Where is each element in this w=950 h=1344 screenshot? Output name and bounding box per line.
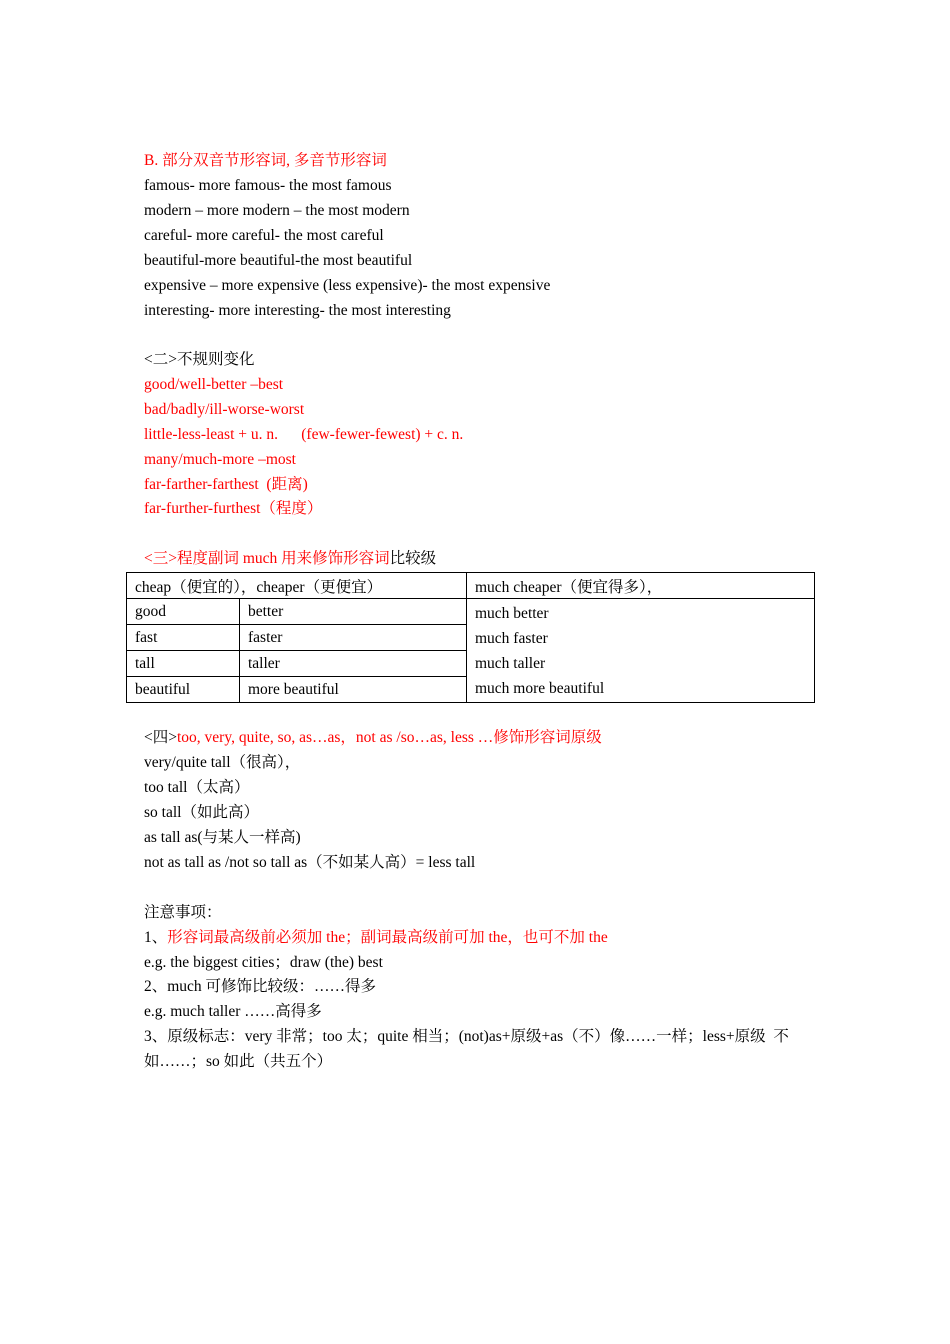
table-cell-base: beautiful: [127, 677, 240, 703]
much-form: much taller: [475, 654, 546, 672]
table-header-left: cheap（便宜的），cheaper（更便宜）: [127, 573, 467, 599]
positive-heading-red: too, very, quite, so, as…as，not as /so…as, less …修饰形容词原级: [176, 729, 602, 746]
note-1-number: 1、: [144, 929, 168, 946]
table-header-row: [127, 573, 815, 599]
much-heading-black: 比较级: [389, 550, 437, 567]
table-cell-base: tall: [127, 651, 240, 677]
text-line: beautiful-more beautiful-the most beautiful: [144, 252, 413, 269]
notes-heading: 注意事项：: [144, 904, 222, 921]
text-line: modern – more modern – the most modern: [144, 202, 410, 219]
table-cell-comparative: taller: [240, 651, 467, 677]
note-1-example: e.g. the biggest cities；draw (the) best: [144, 954, 383, 971]
much-section-heading: [144, 549, 436, 569]
text-line: as tall as(与某人一样高): [144, 829, 301, 846]
table-header-right: much cheaper（便宜得多），: [467, 573, 815, 599]
irregular-line: far-farther-farthest (距离): [144, 476, 308, 493]
note-1: [144, 928, 608, 948]
table-cell-comparative: faster: [240, 625, 467, 651]
irregular-line: bad/badly/ill-worse-worst: [144, 401, 305, 418]
table-row: [127, 599, 815, 625]
irregular-line: many/much-more –most: [144, 451, 296, 468]
comparison-table: [126, 572, 815, 703]
much-form: much more beautiful: [475, 679, 605, 697]
irregular-heading: <二>不规则变化: [144, 351, 255, 368]
table-cell-base: fast: [127, 625, 240, 651]
note-1-text: 形容词最高级前必须加 the；副词最高级前可加 the，也可不加 the: [167, 929, 608, 946]
text-line: famous- more famous- the most famous: [144, 177, 392, 194]
much-heading-red: <三>程度副词 much 用来修饰形容词: [144, 550, 390, 567]
note-2: 2、much 可修饰比较级：……得多: [144, 978, 377, 995]
text-line: interesting- more interesting- the most interesting: [144, 302, 451, 319]
table-cell-comparative: better: [240, 599, 467, 625]
text-line: expensive – more expensive (less expensive)- the most expensive: [144, 277, 551, 294]
irregular-line: far-further-furthest（程度）: [144, 500, 323, 517]
positive-heading-black: <四>: [144, 729, 177, 746]
text-line: too tall（太高）: [144, 779, 250, 796]
much-form: much better: [475, 604, 549, 622]
table-cell-base: good: [127, 599, 240, 625]
text-line: careful- more careful- the most careful: [144, 227, 384, 244]
note-3-line-1: 3、原级标志：very 非常；too 太；quite 相当；(not)as+原级+as（不）像……一样；less+原级 不: [144, 1028, 789, 1045]
irregular-line: little-less-least + u. n. (few-fewer-fewest) + c. n.: [144, 426, 464, 443]
note-3-line-2: 如……；so 如此（共五个）: [144, 1053, 333, 1070]
section-b-heading: B. 部分双音节形容词, 多音节形容词: [144, 152, 387, 169]
text-line: so tall（如此高）: [144, 804, 259, 821]
table-cell-much-forms: [467, 599, 815, 703]
much-form: much faster: [475, 629, 548, 647]
text-line: not as tall as /not so tall as（不如某人高）= less tall: [144, 854, 476, 871]
table-cell-comparative: more beautiful: [240, 677, 467, 703]
note-2-example: e.g. much taller ……高得多: [144, 1003, 322, 1020]
positive-section-heading: [144, 728, 602, 748]
text-line: very/quite tall（很高），: [144, 754, 301, 771]
irregular-line: good/well-better –best: [144, 376, 284, 393]
